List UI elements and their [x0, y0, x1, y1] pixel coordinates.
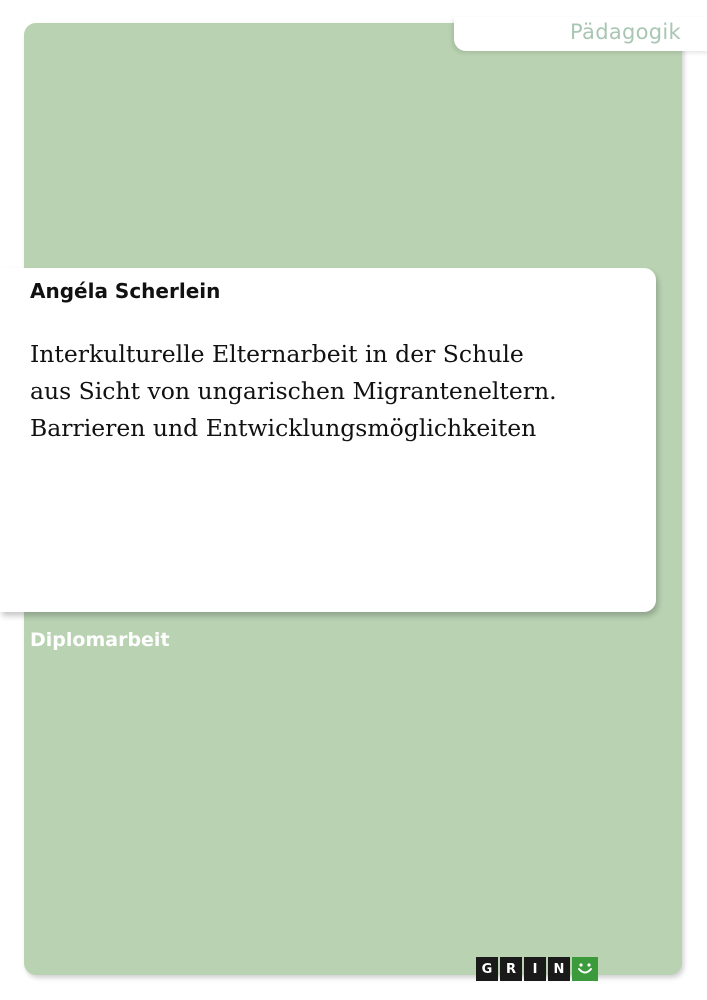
title-line: aus Sicht von ungarischen Migranteneltern. — [30, 377, 557, 405]
logo-letter: N — [548, 957, 570, 981]
smile-icon — [572, 957, 598, 981]
logo-letter: G — [476, 957, 498, 981]
publisher-logo — [476, 957, 598, 981]
document-type-label: Diplomarbeit — [30, 629, 170, 651]
title-line: Barrieren und Entwicklungsmöglichkeiten — [30, 414, 537, 442]
book-title — [30, 336, 640, 447]
title-line: Interkulturelle Elternarbeit in der Schule — [30, 340, 524, 368]
logo-letter: I — [524, 957, 546, 981]
logo-letter: R — [500, 957, 522, 981]
author-name: Angéla Scherlein — [30, 279, 221, 303]
category-label: Pädagogik — [570, 20, 681, 44]
